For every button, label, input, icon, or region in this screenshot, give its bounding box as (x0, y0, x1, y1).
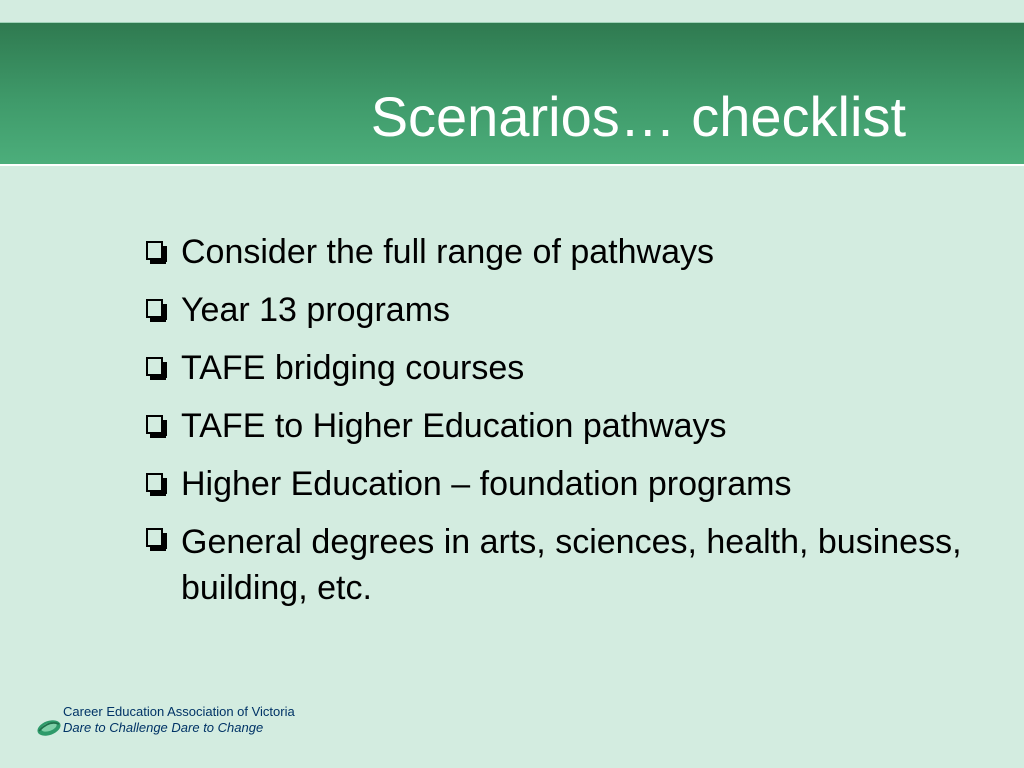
checkbox-square-icon (146, 415, 163, 434)
checklist-item-label: TAFE bridging courses (181, 349, 525, 387)
checklist-item-label: Higher Education – foundation programs (181, 465, 792, 503)
checkbox-square-icon (146, 299, 163, 318)
checkbox-square-icon (146, 528, 163, 547)
footer-organization: Career Education Association of Victoria (63, 704, 295, 719)
checklist (144, 232, 964, 629)
swirl-logo-icon (36, 714, 62, 740)
checklist-item (144, 406, 964, 446)
checklist-item-label: Consider the full range of pathways (181, 233, 714, 271)
slide-title: Scenarios… checklist (370, 85, 906, 148)
checkbox-square-icon (146, 473, 163, 492)
checklist-item-label: TAFE to Higher Education pathways (181, 407, 727, 445)
checklist-item-label: General degrees in arts, sciences, health, business, building, etc. (181, 523, 962, 607)
checklist-item (144, 290, 964, 330)
title-bar (0, 22, 1024, 166)
checklist-item (144, 232, 964, 272)
checklist-item-label: Year 13 programs (181, 291, 451, 329)
checkbox-square-icon (146, 357, 163, 376)
checkbox-square-icon (146, 241, 163, 260)
checklist-item (144, 519, 964, 611)
checklist-item (144, 348, 964, 388)
checklist-item (144, 464, 964, 504)
footer-tagline: Dare to Challenge Dare to Change (63, 720, 264, 735)
